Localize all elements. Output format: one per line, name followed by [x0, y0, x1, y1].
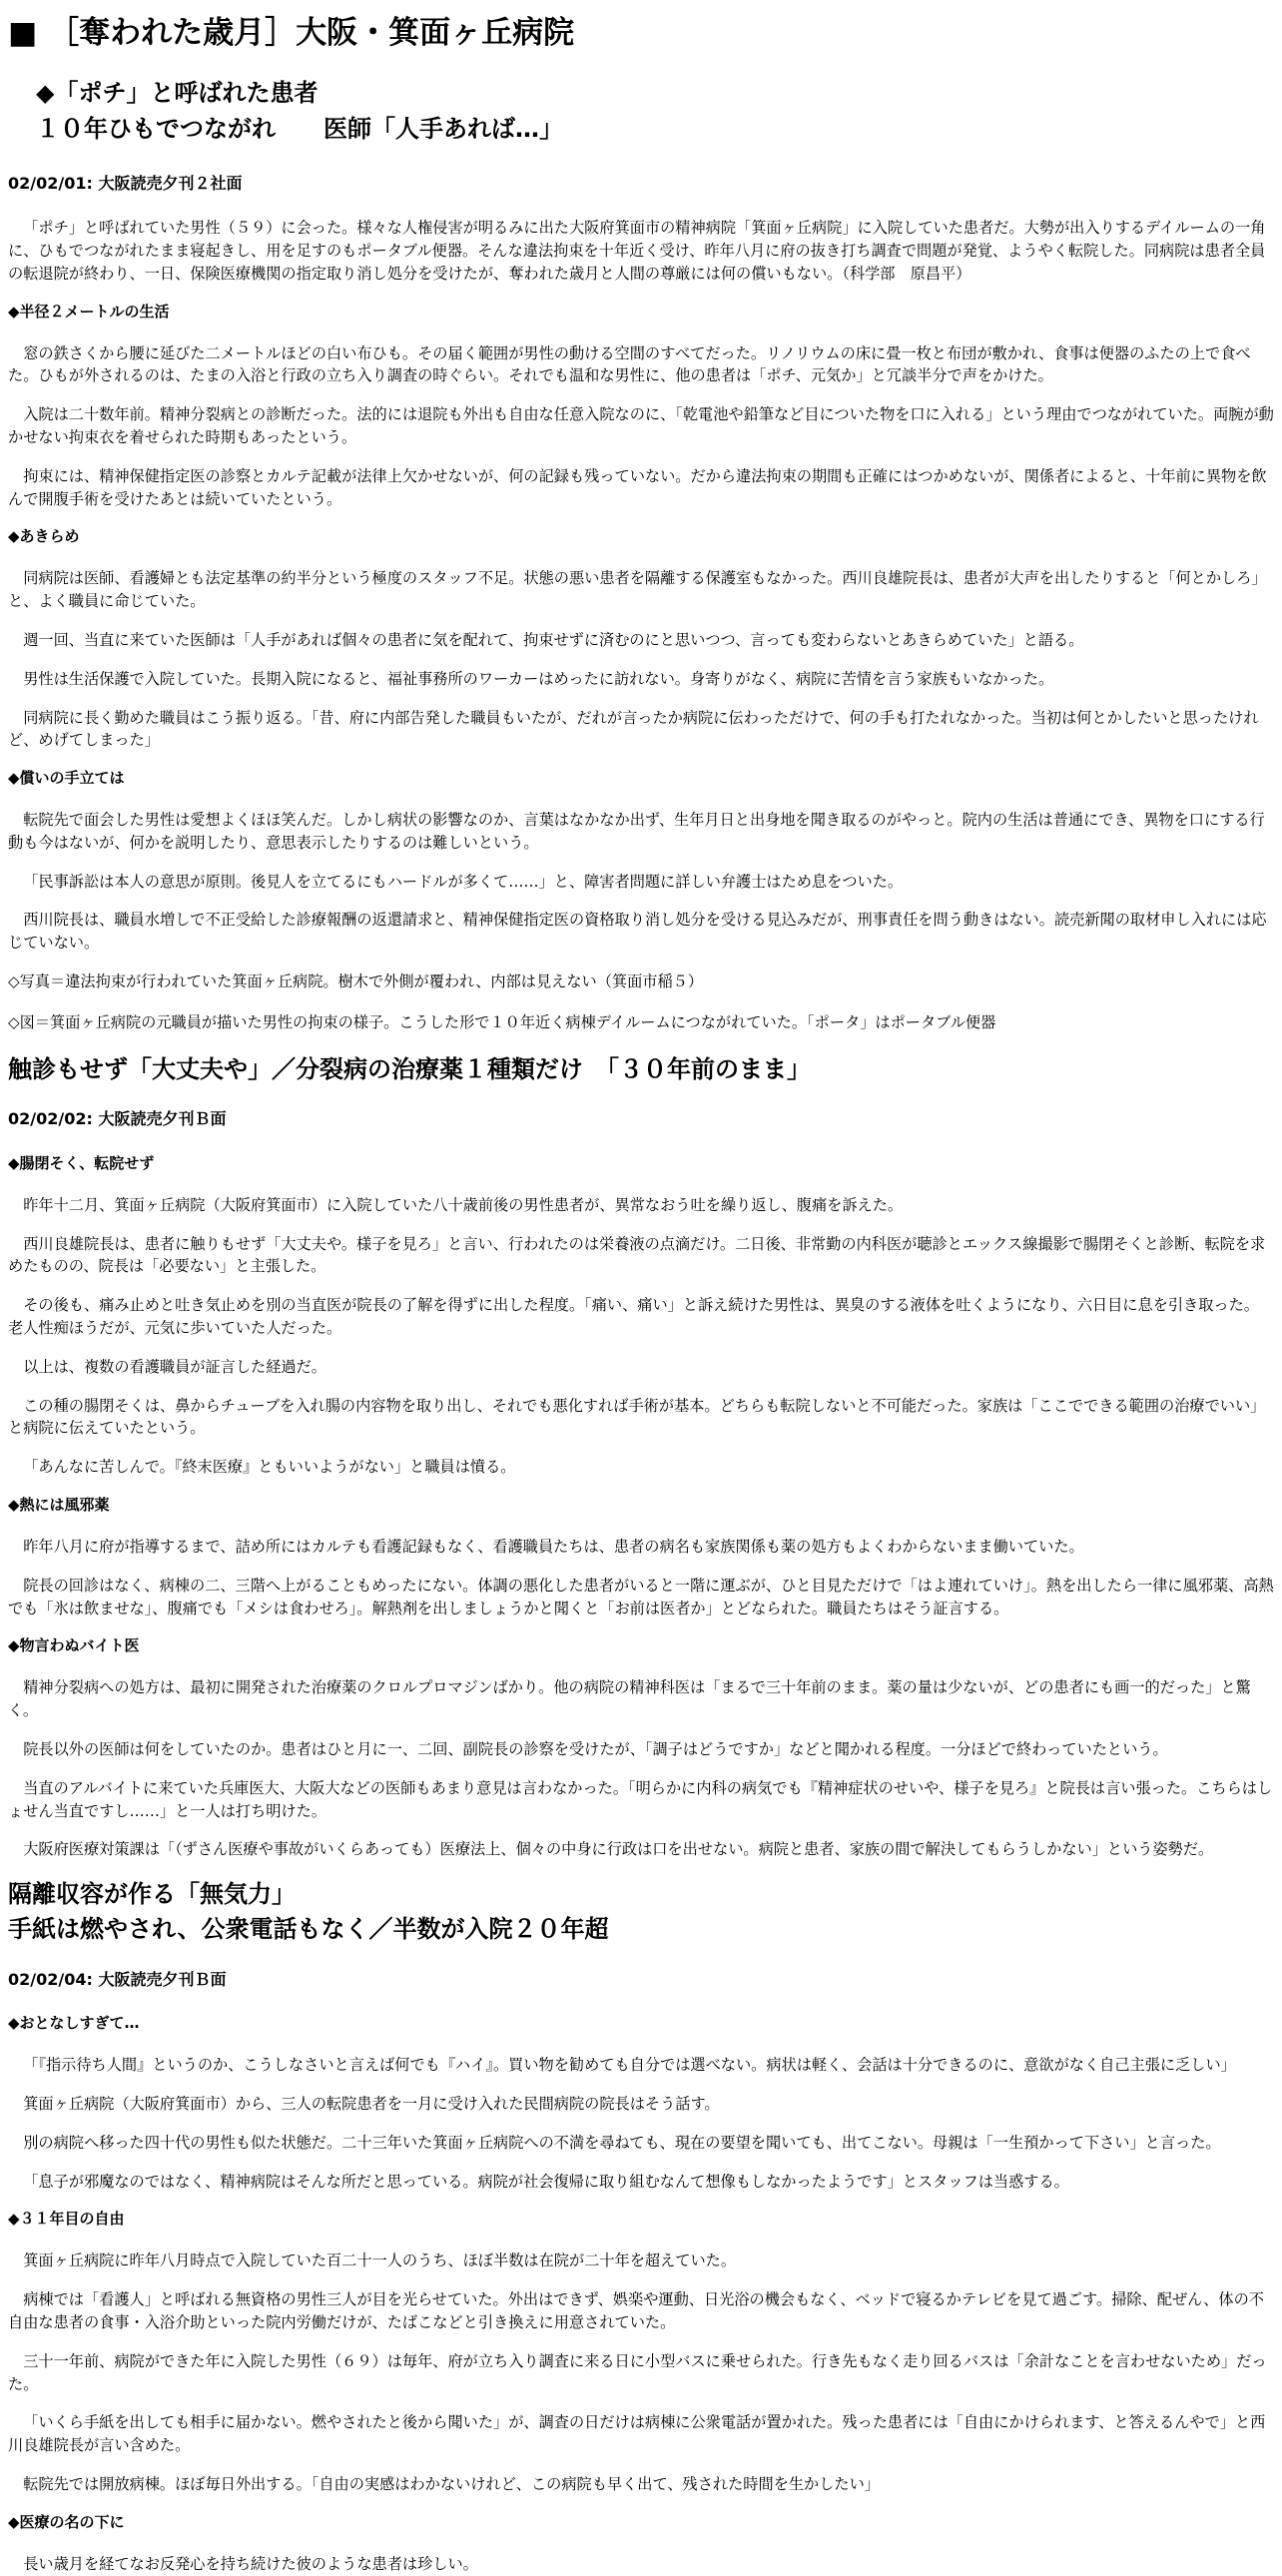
article-list — [8, 173, 1274, 2576]
body-paragraph: 病棟では「看護人」と呼ばれる無資格の男性三人が目を光らせていた。外出はできず、娯楽や運動、日光浴の機会もなく、ベッドで寝るかテレビを見て過ごす。掃除、配ぜん、体の不自由な患者の食事・入浴介助といった院内労働だけが、たばこなどと引き換えに用意されていた。 — [8, 2290, 1264, 2331]
body-paragraph: 三十一年前、病院ができた年に入院した男性（６９）は毎年、府が立ち入り調査に来る日に小型バスに乗せられた。行き先もなく走り回るバスは「余計なことを言わせないため」だった。 — [8, 2351, 1267, 2393]
section-heading: ◆医療の名の下に — [8, 2512, 125, 2531]
subheadline — [36, 75, 1274, 147]
body-paragraph: 箕面ヶ丘病院（大阪府箕面市）から、三人の転院患者を一月に受け入れた民間病院の院長はそう話す。 — [23, 2094, 720, 2113]
photo-caption: ◇写真＝違法拘束が行われていた箕面ヶ丘病院。樹木で外側が覆われ、内部は見えない（箕面市稲５） — [8, 972, 704, 991]
page-title: ■ ［奪われた歳月］大阪・箕面ヶ丘病院 — [8, 15, 575, 51]
body-paragraph: 院長の回診はなく、病棟の二、三階へ上がることもめったにない。体調の悪化した患者がいると一階に運ぶが、ひと目見ただけで「はよ連れていけ」。熱を出したら一律に風邪薬、高熱でも「氷は飲ませな」、腹痛でも「メシは食わせろ」。解熱剤を出しましょうかと聞くと「お前は医者か」とどなられた。職員たちはそう証言する。 — [8, 1576, 1274, 1617]
subheadline-line: ◆「ポチ」と呼ばれた患者 — [36, 78, 319, 107]
body-paragraph: この種の腸閉そくは、鼻からチューブを入れ腸の内容物を取り出し、それでも悪化すれば手術が基本。どちらも転院しないと不可能だった。家族は「ここでできる範囲の治療でいい」と病院に伝えていたという。 — [8, 1396, 1266, 1438]
subheadline-line: １０年ひもでつながれ 医師「人手あれば…」 — [36, 114, 563, 143]
body-paragraph: 「『指示待ち人間』というのか、こうしなさいと言えば何でも『ハイ』。買い物を勧めても自分では選べない。病状は軽く、会話は十分できるのに、意欲がなく自己主張に乏しい」 — [23, 2056, 1236, 2075]
body-paragraph: 大阪府医療対策課は「（ずさん医療や事故がいくらあっても）医療法上、個々の中身に行政は口を出せない。病院と患者、家族の間で解決してもらうしかない」という姿勢だ。 — [23, 1840, 1214, 1859]
body-paragraph: その後も、痛み止めと吐き気止めを別の当直医が院長の了解を得ずに出した程度。「痛い、痛い」と訴え続けた男性は、異臭のする液体を吐くようになり、六日目に息を引き取った。老人性痴ほうだが、元気に歩いていた人だった。 — [8, 1296, 1259, 1338]
article-headline — [8, 1052, 1274, 1087]
body-paragraph: 別の病院へ移った四十代の男性も似た状態だ。二十三年いた箕面ヶ丘病院への不満を尋ねても、現在の要望を聞いても、出てこない。母親は「一生預かって下さい」と言った。 — [23, 2133, 1221, 2152]
body-paragraph: 長い歳月を経てなお反発心を持ち続けた彼のような患者は珍しい。 — [23, 2554, 478, 2573]
body-paragraph: 昨年十二月、箕面ヶ丘病院（大阪府箕面市）に入院していた八十歳前後の男性患者が、異常なおう吐を繰り返し、腹痛を訴えた。 — [23, 1195, 904, 1214]
section-heading: ◆償いの手立ては — [8, 769, 125, 788]
body-paragraph: 男性は生活保護で入院していた。長期入院になると、福祉事務所のワーカーはめったに訪れない。身寄りがなく、病院に苦情を言う家族もいなかった。 — [23, 669, 1054, 688]
body-paragraph: 箕面ヶ丘病院に昨年八月時点で入院していた百二十一人のうち、ほぼ半数は在院が二十年を超えていた。 — [23, 2252, 736, 2270]
article — [8, 1052, 1274, 1862]
body-paragraph: 窓の鉄さくから腰に延びた二メートルほどの白い布ひも。その届く範囲が男性の動ける空間のすべてだった。リノリウムの床に畳一枚と布団が敷かれ、食事は便器のふたの上で食べた。ひもが外されるのは、たまの入浴と行政の立ち入り調査の時ぐらい。それでも温和な男性に、他の患者は「ポチ、元気か」と冗談半分で声をかけた。 — [8, 343, 1251, 385]
body-paragraph: 入院は二十数年前。精神分裂病との診断だった。法的には退院も外出も自由な任意入院なのに、「乾電池や鉛筆など目についた物を口に入れる」という理由でつながれていた。両腕が動かせない拘束衣を着せられた時期もあったという。 — [8, 405, 1274, 446]
article — [8, 1877, 1274, 2575]
section-heading: ◆あきらめ — [8, 527, 80, 546]
body-paragraph: 昨年八月に府が指導するまで、詰め所にはカルテも看護記録もなく、看護職員たちは、患者の病名も家族関係も薬の処方もよくわからないまま働いていた。 — [23, 1538, 1084, 1557]
article-dateline: 02/02/04: 大阪読売夕刊Ｂ面 — [8, 1969, 227, 1989]
body-paragraph: 転院先で面会した男性は愛想よくほほ笑んだ。しかし病状の影響なのか、言葉はなかなか出ず、生年月日と出身地を聞き取るのがやっと。院内の生活は普通にでき、異物を口にする行動も今はないが、何かを説明したり、意思表示したりするのは難しいという。 — [8, 811, 1265, 852]
photo-caption: ◇図＝箕面ヶ丘病院の元職員が描いた男性の拘束の様子。こうした形で１０年近く病棟デイルームにつながれていた。「ポータ」はポータブル便器 — [8, 1012, 996, 1031]
section-heading: ◆腸閉そく、転院せず — [8, 1153, 155, 1172]
body-paragraph: 西川良雄院長は、患者に触りもせず「大丈夫や。様子を見ろ」と言い、行われたのは栄養液の点滴だけ。二日後、非常勤の内科医が聴診とエックス線撮影で腸閉そくと診断、転院を求めたものの、院長は「必要ない」と主張した。 — [8, 1234, 1266, 1276]
body-paragraph: 「息子が邪魔なのではなく、精神病院はそんな所だと思っている。病院が社会復帰に取り組むなんて想像もしなかったようです」とスタッフは当惑する。 — [23, 2172, 1069, 2191]
body-paragraph: 拘束には、精神保健指定医の診察とカルテ記載が法律上欠かせないが、何の記録も残っていない。だから違法拘束の期間も正確にはつかめないが、関係者によると、十年前に異物を飲んで開腹手術を受けたあとは続いていたという。 — [8, 466, 1267, 508]
body-paragraph: 同病院は医師、看護婦とも法定基準の約半分という極度のスタッフ不足。状態の悪い患者を隔離する保護室もなかった。西川良雄院長は、患者が大声を出したりすると「何とかしろ」と、よく職員に命じていた。 — [8, 569, 1267, 611]
section-heading: ◆３１年目の自由 — [8, 2210, 125, 2229]
body-paragraph: 西川院長は、職員水増しで不正受給した診療報酬の返還請求と、精神保健指定医の資格取り消し処分を受ける見込みだが、刑事責任を問う動きはない。読売新聞の取材申し入れには応じていない。 — [8, 911, 1267, 953]
article-dateline: 02/02/01: 大阪読売夕刊２社面 — [8, 173, 243, 193]
section-heading: ◆おとなしすぎて… — [8, 2014, 140, 2033]
body-paragraph: 「いくら手紙を出しても相手に届かない。燃やされたと後から聞いた」が、調査の日だけは病棟に公衆電話が置かれた。残った患者には「自由にかけられます、と答えるんやで」と西川良雄院長が言い含めた。 — [8, 2413, 1266, 2455]
article-headline-line: 触診もせず「大丈夫や」／分裂病の治療薬１種類だけ 「３０年前のまま」 — [8, 1054, 811, 1083]
body-paragraph: 同病院に長く勤めた職員はこう振り返る。「昔、府に内部告発した職員もいたが、だれが言ったか病院に伝わっただけで、何の手も打たれなかった。当初は何とかしたいと思ったけれど、めげてしまった」 — [8, 708, 1259, 750]
article-headline — [8, 1877, 1274, 1947]
body-paragraph: 院長以外の医師は何をしていたのか。患者はひと月に一、二回、副院長の診察を受けたが、「調子はどうですか」などと聞かれる程度。一分ほどで終わっていたという。 — [23, 1740, 1168, 1759]
article-dateline: 02/02/02: 大阪読売夕刊Ｂ面 — [8, 1109, 227, 1129]
article — [8, 173, 1274, 1034]
body-paragraph: 精神分裂病への処方は、最初に開発された治療薬のクロルプロマジンばかり。他の病院の精神科医は「まるで三十年前のまま。薬の量は少ないが、どの患者にも画一的だった」と驚く。 — [8, 1678, 1251, 1720]
body-paragraph: 週一回、当直に来ていた医師は「人手があれば個々の患者に気を配れて、拘束せずに済むのにと思いつつ、言っても変わらないとあきらめていた」と語る。 — [23, 630, 1084, 649]
body-paragraph: 「ポチ」と呼ばれていた男性（５９）に会った。様々な人権侵害が明るみに出た大阪府箕面市の精神病院「箕面ヶ丘病院」に入院していた患者だ。大勢が出入りするデイルームの一角に、ひもでつながれたまま寝起きし、用を足すのもポータブル便器。そんな違法拘束を十年近く受け、昨年八月に府の抜き打ち調査で問題が発覚、ようやく転院した。同病院は患者全員の転退院が終わり、一日、保険医療機関の指定取り消し処分を受けたが、奪われた歳月と人間の尊厳には何の償いもない。（科学部 原昌平） — [8, 219, 1266, 283]
body-paragraph: 当直のアルバイトに来ていた兵庫医大、大阪大などの医師もあまり意見は言わなかった。「明らかに内科の病気でも『精神症状のせいや、様子を見ろ』と院長は言い張った。こちらはしょせん当直ですし……」と一人は打ち明けた。 — [8, 1778, 1273, 1820]
body-paragraph: 「民事訴訟は本人の意思が原則。後見人を立てるにもハードルが多くて……」と、障害者問題に詳しい弁護士はため息をついた。 — [23, 872, 904, 891]
body-paragraph: 以上は、複数の看護職員が証言した経過だ。 — [23, 1357, 326, 1376]
section-heading: ◆熱には風邪薬 — [8, 1496, 110, 1515]
article-headline-line: 隔離収容が作る「無気力」 — [8, 1880, 296, 1909]
section-heading: ◆半径２メートルの生活 — [8, 302, 170, 321]
body-paragraph: 転院先では開放病棟。ほぼ毎日外出する。「自由の実感はわかないけれど、この病院も早く出て、残された時間を生かしたい」 — [23, 2474, 880, 2493]
body-paragraph: 「あんなに苦しんで。『終末医療』ともいいようがない」と職員は憤る。 — [23, 1458, 516, 1477]
article-headline-line: 手紙は燃やされ、公衆電話もなく／半数が入院２０年超 — [8, 1915, 609, 1943]
section-heading: ◆物言わぬバイト医 — [8, 1636, 140, 1655]
